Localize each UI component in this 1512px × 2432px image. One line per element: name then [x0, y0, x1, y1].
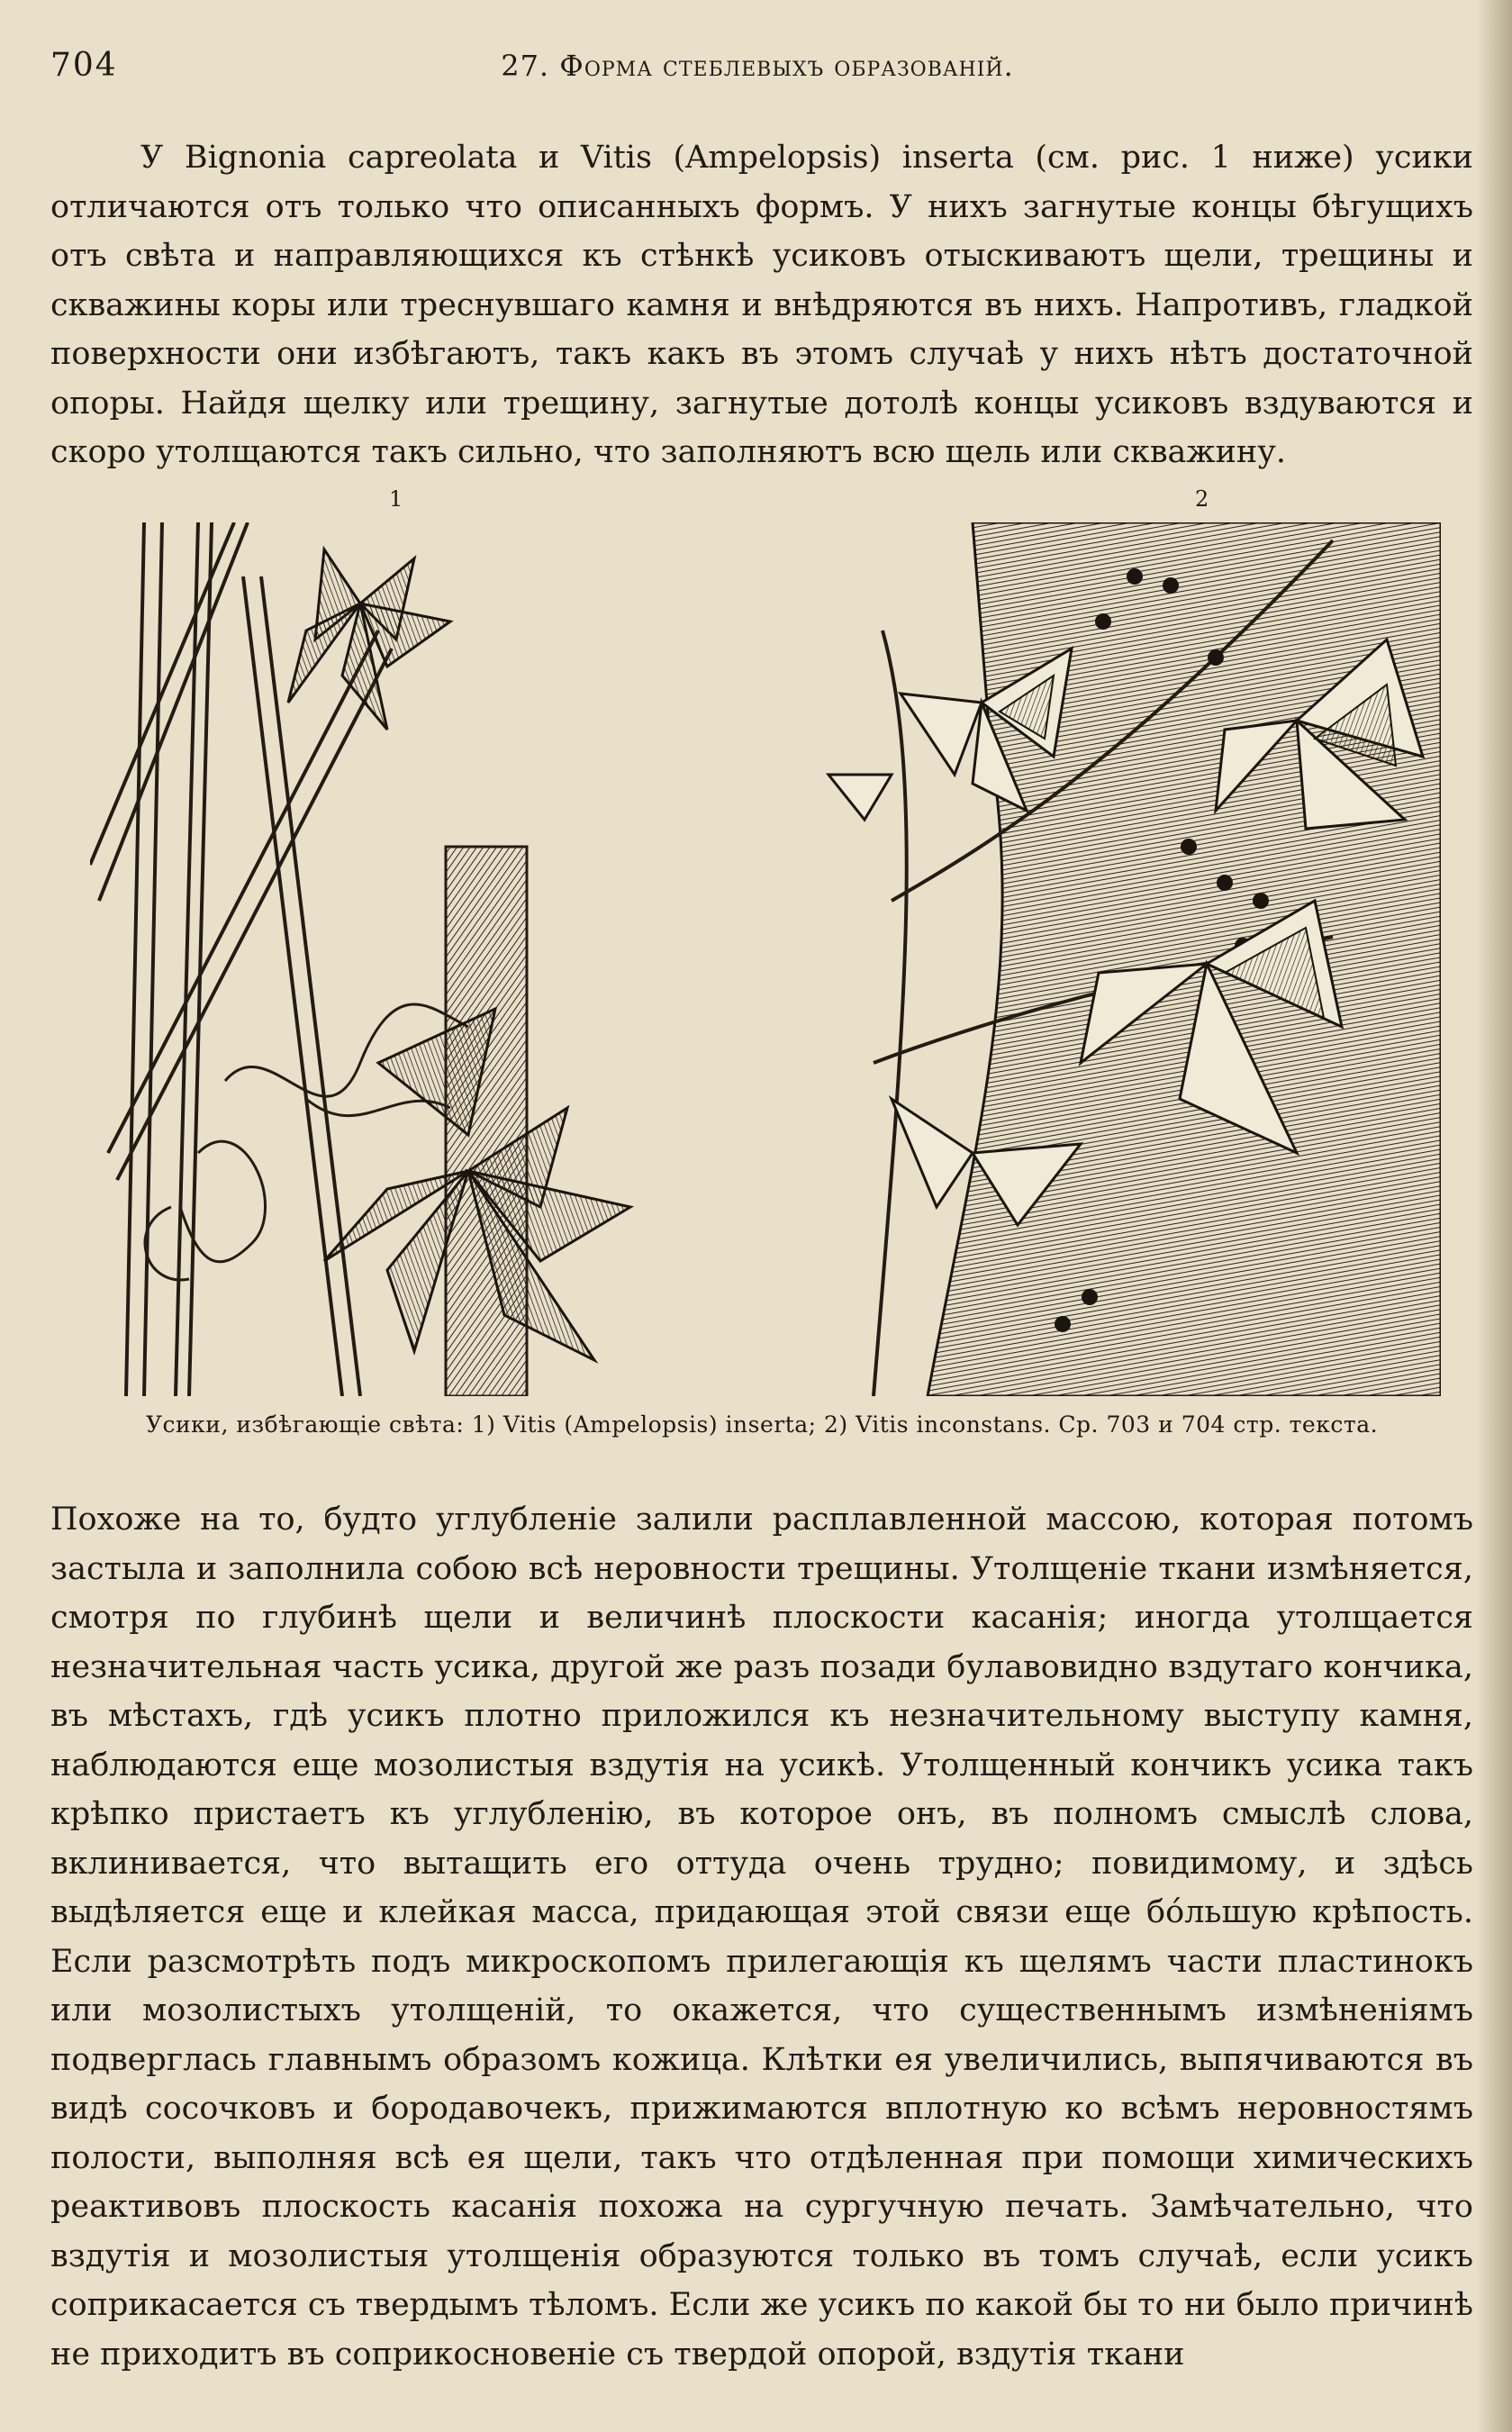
page-edge-shadow	[1476, 0, 1512, 2432]
page-header	[50, 47, 1464, 92]
figure-caption: Усики, избѣгающіе свѣта: 1) Vitis (Ampelopsis) inserta; 2) Vitis inconstans. Ср. 703 и 704 стр. текста.	[145, 1411, 1379, 1438]
illustration-vitis-inserta	[90, 522, 666, 1396]
illustration-vitis-inconstans	[792, 522, 1441, 1396]
paragraph-top: У Bignonia capreolata и Vitis (Ampelopsis) inserta (см. рис. 1 ниже) усики отличаются отъ только что описанныхъ формъ. У нихъ загнутые концы бѣгущихъ отъ свѣта и направляющихся къ стѣнкѣ усиковъ отыскиваютъ щели, трещины и скважины коры или треснувшаго камня и внѣдряются въ нихъ. Напротивъ, гладкой поверхности они избѣгаютъ, такъ какъ въ этомъ случаѣ у нихъ нѣтъ достаточной опоры. Найдя щелку или трещину, загнутые дотолѣ концы усиковъ вздуваются и скоро утолщаются такъ сильно, что заполняютъ всю щель или скважину.	[50, 140, 1473, 470]
figure-label-1: 1	[389, 486, 403, 512]
figure-label-2: 2	[1195, 486, 1209, 512]
running-head: 27. Форма стеблевыхъ образованій.	[501, 49, 1014, 83]
paragraph-bottom: Похоже на то, будто углубленіе залили расплавленной массою, которая потомъ застыла и заполнила собою всѣ неровности трещины. Утолщеніе ткани измѣняется, смотря по глубинѣ щели и величинѣ плоскости касанія; иногда утолщается незначительная часть усика, другой же разъ позади булавовидно вздутаго кончика, въ мѣстахъ, гдѣ усикъ плотно приложился къ незначительному выступу камня, наблюдаются еще мозолистыя вздутія на усикѣ. Утолщенный кончикъ усика такъ крѣпко пристаетъ къ углубленію, въ которое онъ, въ полномъ смыслѣ слова, вклинивается, что вытащить его оттуда очень трудно; повидимому, и здѣсь выдѣляется еще и клейкая масса, придающая этой связи еще бóльшую крѣпость. Если разсмотрѣть подъ микроскопомъ прилегающія къ щелямъ части пластинокъ или мозолистыхъ утолщеній, то окажется, что существеннымъ измѣненіямъ подверглась главнымъ образомъ кожица. Клѣтки ея увеличились, выпячиваются въ видѣ сосочковъ и бородавочекъ, прижимаются вплотную ко всѣмъ неровностямъ полости, выполняя всѣ ея щели, такъ что отдѣленная при помощи химическихъ реактивовъ плоскость касанія похожа на сургучную печать. Замѣчательно, что вздутія и мозолистыя утолщенія образуются только въ томъ случаѣ, если усикъ соприкасается съ твердымъ тѣломъ. Если же усикъ по какой бы то ни было причинѣ не приходитъ въ соприкосновеніе съ твердой опорой, вздутія ткани	[50, 1502, 1473, 2373]
page-number: 704	[50, 47, 118, 84]
